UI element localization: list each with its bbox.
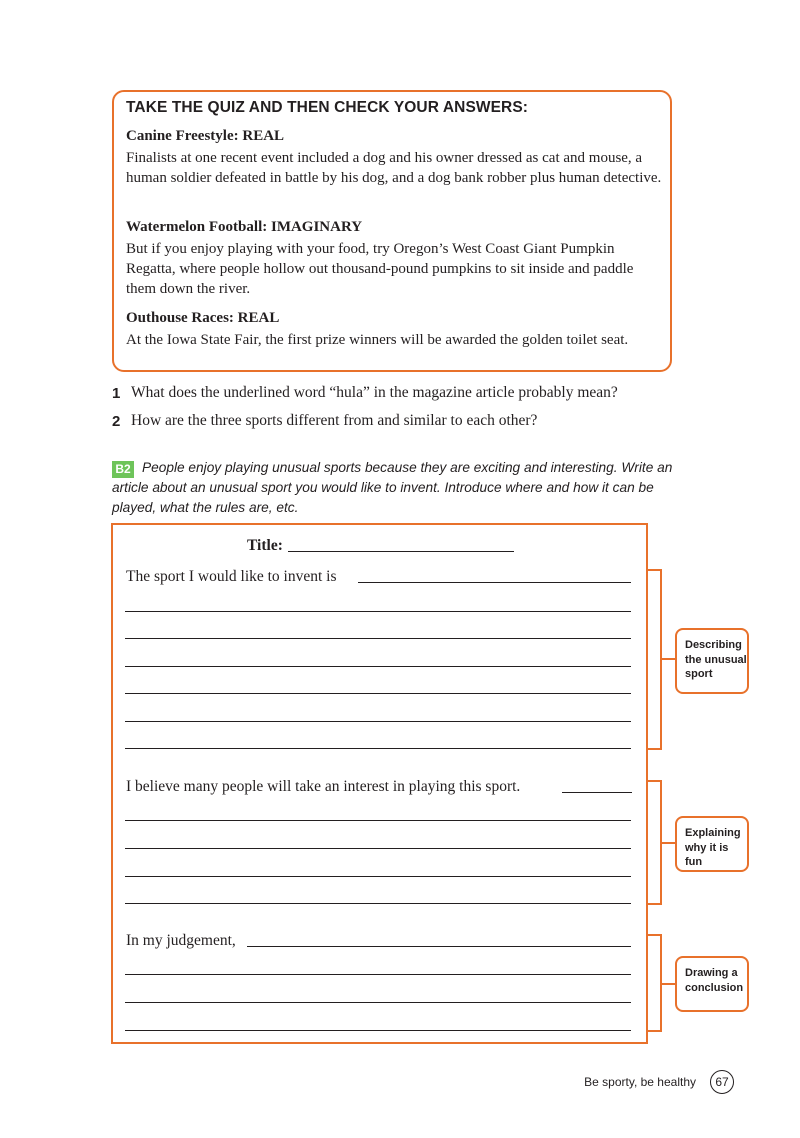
answer-line[interactable] — [125, 1030, 631, 1031]
question-text: What does the underlined word “hula” in the magazine article probably mean? — [131, 384, 618, 401]
prompt-interest: I believe many people will take an interest in playing this sport. — [126, 778, 521, 795]
answer-line[interactable] — [125, 693, 631, 694]
answer-body-watermelon: But if you enjoy playing with your food, try Oregon’s West Coast Giant Pumpkin Regatta, where people hollow out thousand-pound pumpkins to sit inside and paddle them down the river. — [126, 241, 634, 297]
page-number: 67 — [710, 1070, 734, 1094]
answer-title-outhouse: Outhouse Races: REAL — [126, 310, 280, 326]
answer-body-outhouse: At the Iowa State Fair, the first prize winners will be awarded the golden toilet seat. — [126, 332, 629, 348]
title-label: Title: — [247, 537, 283, 554]
prompt-judgement: In my judgement, — [126, 932, 236, 949]
prompt-invent: The sport I would like to invent is — [126, 568, 337, 585]
task-badge: B2 — [112, 461, 134, 478]
footer-section-title: Be sporty, be healthy — [584, 1075, 696, 1089]
callout-line: Explaining — [685, 827, 741, 839]
answer-title-canine: Canine Freestyle: REAL — [126, 128, 285, 144]
bracket-connector — [662, 658, 675, 660]
bracket-connector — [662, 983, 675, 985]
answer-body-canine: Finalists at one recent event included a dog and his owner dressed as cat and mouse, a human soldier defeated in battle by his dog, and a dog bank robber plus human detective. — [126, 150, 662, 186]
callout-conclusion — [675, 956, 749, 1012]
callout-line: sport — [685, 668, 713, 680]
bracket-explaining — [648, 780, 662, 905]
answer-line[interactable] — [125, 903, 631, 904]
answer-line[interactable] — [125, 638, 631, 639]
bracket-connector — [662, 842, 675, 844]
callout-line: the unusual — [685, 653, 747, 666]
answer-line[interactable] — [125, 848, 631, 849]
callout-line: why it is fun — [685, 841, 729, 868]
task-instructions: People enjoy playing unusual sports because they are exciting and interesting. Write an article about an unusual sport you would like to invent. Introduce where and how it can be played, what the rules are, etc. — [112, 460, 673, 515]
answer-line[interactable] — [125, 611, 631, 612]
answer-line[interactable] — [562, 792, 632, 793]
question-number: 1 — [112, 385, 121, 402]
answer-line[interactable] — [247, 946, 631, 947]
answer-line[interactable] — [125, 748, 631, 749]
answer-line[interactable] — [125, 1002, 631, 1003]
title-input-line[interactable] — [288, 551, 514, 552]
callout-line: Drawing a — [685, 967, 738, 979]
callout-explaining — [675, 816, 749, 872]
answer-line[interactable] — [358, 582, 631, 583]
bracket-conclusion — [648, 934, 662, 1032]
callout-line: conclusion — [685, 981, 744, 994]
answer-line[interactable] — [125, 721, 631, 722]
callout-line: Describing — [685, 639, 742, 651]
answer-line[interactable] — [125, 974, 631, 975]
answer-line[interactable] — [125, 666, 631, 667]
bracket-describing — [648, 569, 662, 750]
answer-title-watermelon: Watermelon Football: IMAGINARY — [126, 219, 363, 235]
answers-heading: TAKE THE QUIZ AND THEN CHECK YOUR ANSWERS: — [126, 99, 529, 116]
question-number: 2 — [112, 413, 121, 430]
answer-line[interactable] — [125, 876, 631, 877]
callout-describing — [675, 628, 749, 694]
answer-line[interactable] — [125, 820, 631, 821]
question-text: How are the three sports different from and similar to each other? — [131, 412, 538, 429]
